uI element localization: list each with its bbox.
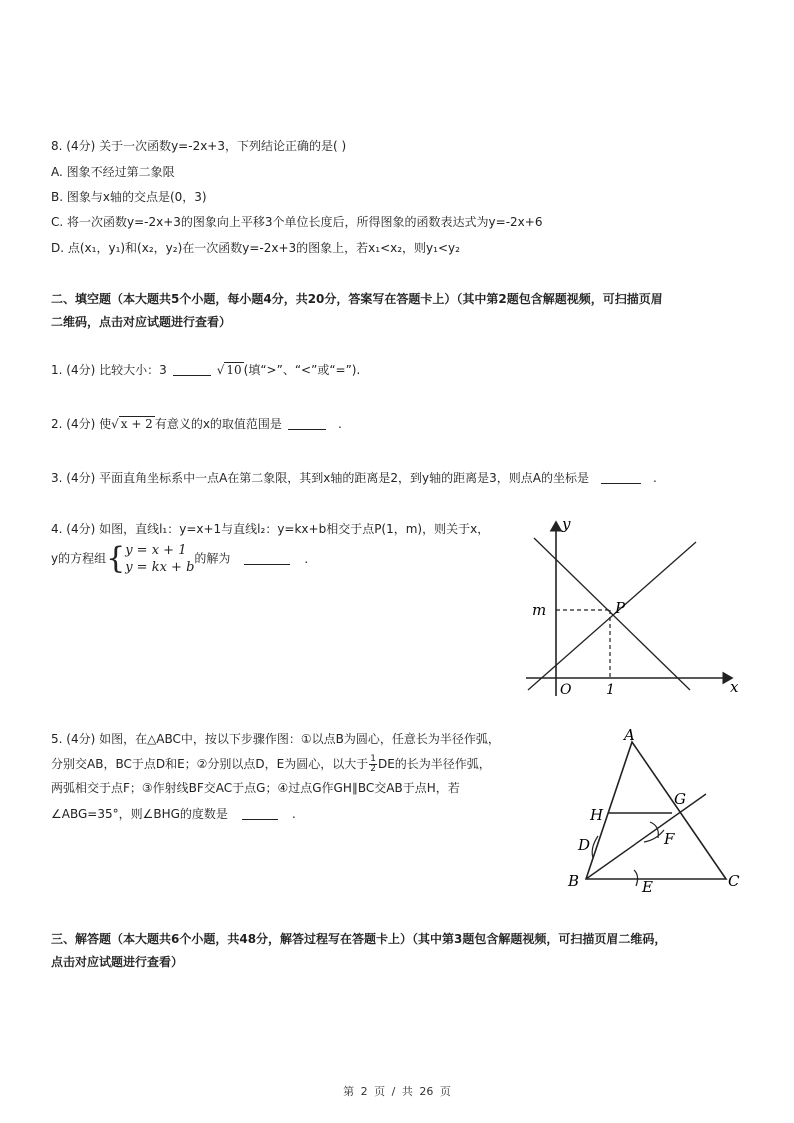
frac-numerator: 1 <box>370 754 376 764</box>
label-H: H <box>590 806 604 824</box>
q8-stem: 8. (4分) 关于一次函数y=-2x+3，下列结论正确的是( ) <box>51 139 347 153</box>
triangle-abc <box>586 742 726 879</box>
q2-suffix: 有意义的x的取值范围是 <box>154 417 282 431</box>
ray-bf <box>586 794 706 879</box>
sqrt-symbol: √ <box>216 363 225 377</box>
q4-end: . <box>304 551 309 566</box>
left-brace: { <box>106 541 126 576</box>
q4-line1: 4. (4分) 如图，直线l₁：y=x+1与直线l₂：y=kx+b相交于点P(1，m)，则关于x， <box>51 522 490 536</box>
section2-heading-line2: 二维码，点击对应试题进行查看） <box>51 315 232 329</box>
label-y: y <box>562 515 571 533</box>
q1-prefix: 1. (4分) 比较大小：3 <box>51 363 167 377</box>
q8-option-b: B. 图象与x轴的交点是(0，3) <box>51 190 207 204</box>
label-C: C <box>728 872 740 890</box>
q1-radicand: 10 <box>226 363 242 377</box>
q4-answer-blank[interactable] <box>244 552 290 565</box>
q2-line <box>51 416 342 432</box>
q4-line2-suffix: 的解为 <box>194 551 231 566</box>
section2-heading-line1: 二、填空题（本大题共5个小题，每小题4分，共20分，答案写在答题卡上）（其中第2题包含解题视频，可扫描页眉 <box>51 292 663 306</box>
q5-line3: 两弧相交于点F；③作射线BF交AC于点G；④过点G作GH∥BC交AB于点H，若 <box>51 781 460 795</box>
q5-line4 <box>51 806 296 822</box>
q5-triangle-figure <box>560 724 760 900</box>
page-footer: 第 2 页 / 共 26 页 <box>343 1085 451 1098</box>
q3-end: . <box>652 471 657 485</box>
q5-line2a: 分别交AB，BC于点D和E；②分别以点D，E为圆心，以大于 <box>51 757 369 771</box>
label-1: 1 <box>606 682 615 698</box>
equation-system <box>106 542 194 576</box>
label-F: F <box>664 830 675 848</box>
q8-option-d: D. 点(x₁，y₁)和(x₂，y₂)在一次函数y=-2x+3的图象上，若x₁<x₂，则y₁<y₂ <box>51 241 460 255</box>
label-O: O <box>560 682 572 698</box>
label-x: x <box>730 678 739 696</box>
label-G: G <box>674 790 686 808</box>
q5-line2 <box>51 755 491 774</box>
arc-e <box>634 870 638 886</box>
line-l2 <box>534 538 690 690</box>
label-P: P <box>615 599 626 617</box>
label-B: B <box>568 872 580 890</box>
q8-option-a: A. 图象不经过第二象限 <box>51 165 175 179</box>
label-E: E <box>642 878 653 896</box>
q1-suffix: (填“>”、“<”或“=”). <box>243 363 361 377</box>
q1-line <box>51 362 360 378</box>
section3-heading-line1: 三、解答题（本大题共6个小题，共48分，解答过程写在答题卡上）（其中第3题包含解题视频，可扫描页眉二维码， <box>51 932 667 946</box>
q4-eq1: y = x + 1 <box>125 543 187 558</box>
q5-line2b: DE的长为半径作弧， <box>377 757 491 771</box>
q4-line2-prefix: y的方程组 <box>51 551 107 566</box>
q5-line4-text: ∠ABG=35°，则∠BHG的度数是 <box>51 807 228 821</box>
line-l1 <box>528 542 696 690</box>
sqrt-symbol: √ <box>111 417 119 431</box>
q3-text: 3. (4分) 平面直角坐标系中一点A在第二象限，其到x轴的距离是2，到y轴的距离是3，则点A的坐标是 <box>51 471 589 485</box>
section3-heading-line2: 点击对应试题进行查看） <box>51 955 184 969</box>
q2-radicand: x + 2 <box>120 417 153 431</box>
label-m: m <box>532 601 547 619</box>
q2-end: . <box>337 417 342 431</box>
q2-answer-blank[interactable] <box>288 417 326 430</box>
fraction-half <box>369 755 377 774</box>
label-D: D <box>578 836 591 854</box>
q4-graph-figure <box>520 512 760 702</box>
q5-line1: 5. (4分) 如图，在△ABC中，按以下步骤作图：①以点B为圆心，任意长为半径作弧， <box>51 732 500 746</box>
q5-end: . <box>291 807 296 821</box>
q4-line2 <box>51 542 308 576</box>
label-A: A <box>624 726 635 744</box>
q2-prefix: 2. (4分) 使 <box>51 417 112 431</box>
q3-line <box>51 470 657 486</box>
q4-eq2: y = kx + b <box>125 560 195 575</box>
q1-answer-blank[interactable] <box>173 363 211 376</box>
frac-denominator: 2 <box>370 764 376 774</box>
q5-answer-blank[interactable] <box>242 807 278 820</box>
q3-answer-blank[interactable] <box>601 471 641 484</box>
q8-option-c: C. 将一次函数y=-2x+3的图象向上平移3个单位长度后，所得图象的函数表达式为y=-2x+6 <box>51 215 543 229</box>
